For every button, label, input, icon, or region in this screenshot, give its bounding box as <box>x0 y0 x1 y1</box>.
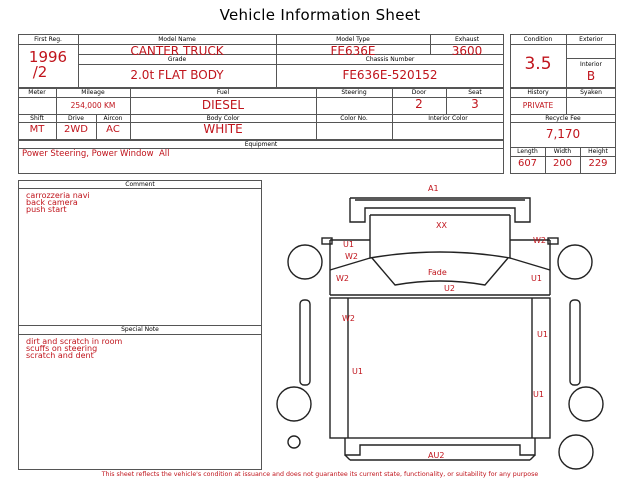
fuel-value: DIESEL <box>201 98 245 112</box>
exhaust-value: 3600 <box>451 44 483 58</box>
damage-w2-right-front: W2 <box>533 236 546 245</box>
damage-u1-left-bed-low: U1 <box>352 367 363 376</box>
aircon-value: AC <box>106 124 120 135</box>
damage-u1-left-front: U1 <box>343 240 354 249</box>
steering-label: Steering <box>341 89 367 96</box>
drive-value: 2WD <box>64 124 88 135</box>
model-name-label: Model Name <box>158 36 196 43</box>
width-label: Width <box>553 148 572 155</box>
interior-value: B <box>586 69 596 83</box>
body-color-label: Body Color <box>206 115 240 122</box>
damage-xx: XX <box>436 221 447 230</box>
seat-value: 3 <box>471 97 479 111</box>
meter-label: Meter <box>28 89 46 96</box>
special-note-line-3: scratch and dent <box>26 351 94 360</box>
grade-value: 2.0t FLAT BODY <box>130 68 224 82</box>
comment-line-1: carrozzeria navi <box>26 191 90 200</box>
damage-a1-top: A1 <box>428 184 439 193</box>
interior-label: Interior <box>580 61 602 68</box>
aircon-label: Aircon <box>103 115 123 122</box>
special-note-line-1: dirt and scratch in room <box>26 337 123 346</box>
fuel-label: Fuel <box>216 89 230 96</box>
sheet-title: Vehicle Information Sheet <box>219 6 421 24</box>
exhaust-label: Exhaust <box>454 36 480 43</box>
drive-label: Drive <box>68 115 84 122</box>
length-value: 607 <box>517 158 538 169</box>
comment-label: Comment <box>125 181 155 188</box>
comment-line-2: back camera <box>26 198 78 207</box>
shift-label: Shift <box>30 115 44 122</box>
model-type-value: FE636E <box>330 44 376 58</box>
model-type-label: Model Type <box>336 36 370 43</box>
height-value: 229 <box>588 158 608 169</box>
first-reg-month: /2 <box>32 63 48 81</box>
chassis-value: FE636E-520152 <box>342 68 438 82</box>
seat-label: Seat <box>468 89 482 96</box>
shift-value: MT <box>29 124 45 135</box>
damage-fade: Fade <box>428 268 447 277</box>
body-color-value: WHITE <box>203 122 243 136</box>
comment-line-3: push start <box>26 205 67 214</box>
grade-label: Grade <box>167 56 187 63</box>
damage-u1-right-bed-low: U1 <box>533 390 544 399</box>
recycle-value: 7,170 <box>545 127 581 141</box>
chassis-label: Chassis Number <box>365 56 415 63</box>
history-value: PRIVATE <box>522 101 554 110</box>
footer-disclaimer: This sheet reflects the vehicle's condition at issuance and does not guarantee its current state, functionality, or suitability for any purpose <box>101 471 539 478</box>
recycle-label: Recycle Fee <box>545 115 581 122</box>
height-label: Height <box>588 148 608 155</box>
door-label: Door <box>411 89 427 96</box>
exterior-label: Exterior <box>579 36 603 43</box>
special-note-label: Special Note <box>121 326 159 333</box>
condition-value: 3.5 <box>524 54 552 74</box>
mileage-label: Mileage <box>81 89 105 96</box>
first-reg-year: 1996 <box>28 48 68 66</box>
damage-au2: AU2 <box>428 451 445 460</box>
length-label: Length <box>517 148 538 155</box>
syaken-label: Syaken <box>580 89 602 96</box>
first-reg-label: First Reg. <box>34 36 62 43</box>
damage-u2: U2 <box>444 284 455 293</box>
damage-w2-left-bed: W2 <box>342 314 355 323</box>
interior-color-label: Interior Color <box>428 115 468 122</box>
condition-label: Condition <box>523 36 553 43</box>
damage-u1-right-bed: U1 <box>537 330 548 339</box>
color-no-label: Color No. <box>340 115 368 122</box>
door-value: 2 <box>415 97 423 111</box>
damage-w2-left-front: W2 <box>345 252 358 261</box>
mileage-value: 254,000 KM <box>70 101 116 110</box>
damage-w2-left-door: W2 <box>336 274 349 283</box>
history-label: History <box>527 89 549 96</box>
special-note-line-2: scuffs on steering <box>26 344 98 353</box>
damage-u1-right-door: U1 <box>531 274 542 283</box>
equipment-value: Power Steering, Power Window All <box>22 149 170 159</box>
equipment-label: Equipment <box>244 141 278 148</box>
model-name-value: CANTER TRUCK <box>130 44 224 58</box>
width-value: 200 <box>552 158 573 169</box>
